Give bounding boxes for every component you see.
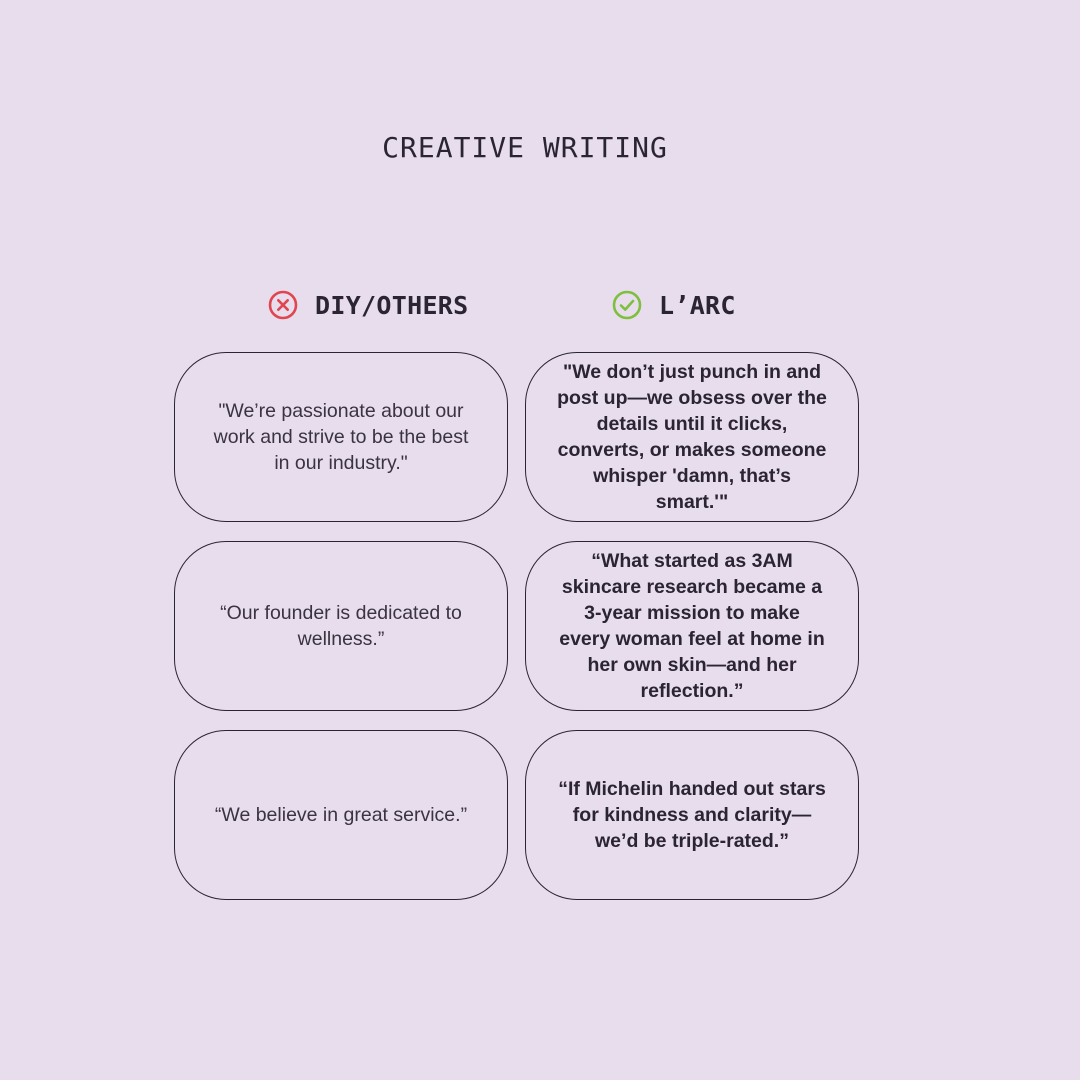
larc-example-card <box>525 541 859 711</box>
diy-example-text: “Our founder is dedicated to wellness.” <box>220 602 462 650</box>
diy-example-text: "We’re passionate about our work and strive to be the best in our industry." <box>213 400 469 474</box>
diy-example-card <box>174 541 508 711</box>
larc-example-card <box>525 730 859 900</box>
diy-example-text: “We believe in great service.” <box>214 804 468 826</box>
larc-example-text: "We don’t just punch in and post up—we obsess over the details until it clicks, converts, or makes someone whisper 'damn, that’s smart.'" <box>557 361 827 513</box>
diy-example-card <box>174 730 508 900</box>
diy-example-card <box>174 352 508 522</box>
x-circle-icon <box>268 290 298 320</box>
column-header-diy <box>268 288 469 322</box>
larc-example-text: “If Michelin handed out stars for kindness and clarity—we’d be triple-rated.” <box>558 778 826 852</box>
column-header-larc <box>612 288 736 322</box>
check-circle-icon <box>612 290 642 320</box>
larc-example-text: “What started as 3AM skincare research became a 3-year mission to make every woman feel at home in her own skin—and her reflection.” <box>559 550 825 702</box>
larc-example-card <box>525 352 859 522</box>
page-title: CREATIVE WRITING <box>382 131 668 164</box>
column-label-diy: DIY/OTHERS <box>315 290 469 320</box>
column-label-larc: L’ARC <box>659 290 736 320</box>
